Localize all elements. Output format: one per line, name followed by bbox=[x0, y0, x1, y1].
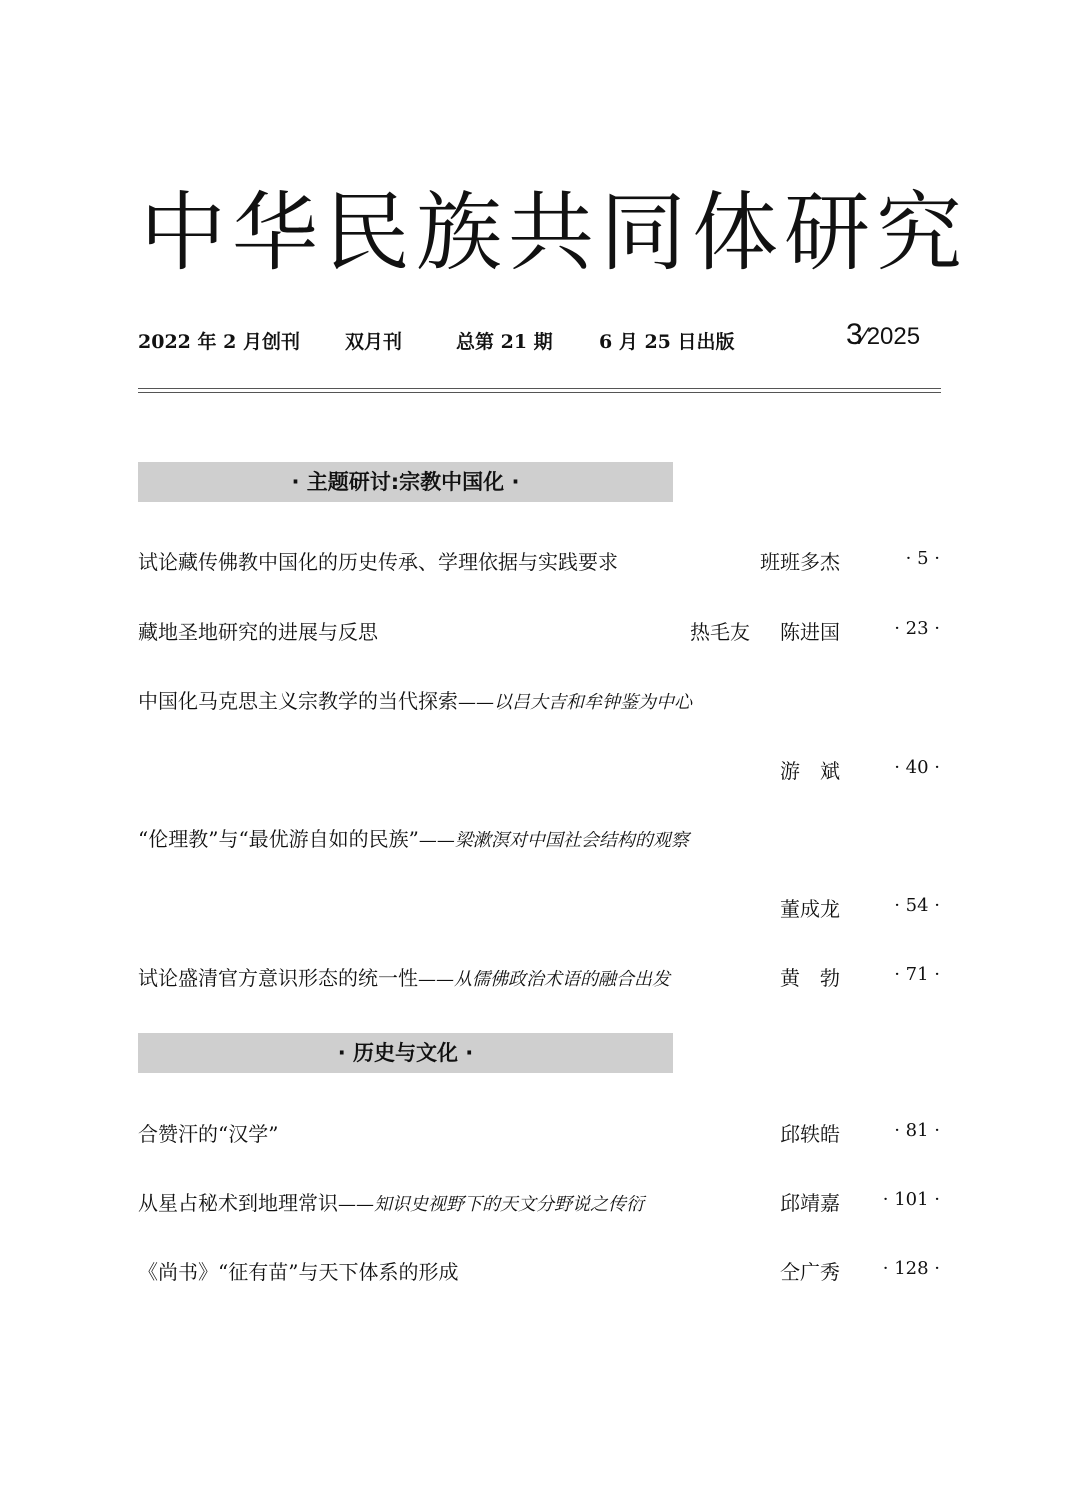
article-page: · 5 · bbox=[905, 548, 940, 569]
article-author: 邱靖嘉 bbox=[780, 1191, 840, 1215]
article-subtitle: ——以吕大吉和牟钟鉴为中心 bbox=[458, 692, 692, 713]
article-page: · 40 · bbox=[894, 757, 940, 778]
article-page: · 128 · bbox=[882, 1258, 940, 1279]
article-subtitle: ——知识史视野下的天文分野说之传衍 bbox=[338, 1194, 644, 1215]
article-title[interactable]: 合赞汗的“汉学” bbox=[138, 1122, 279, 1146]
article-page: · 71 · bbox=[894, 964, 940, 985]
article-author: 仝广秀 bbox=[780, 1260, 840, 1284]
article-author: 董成龙 bbox=[780, 897, 840, 921]
header-rule-bottom bbox=[138, 392, 941, 393]
article-page: · 23 · bbox=[894, 618, 940, 639]
journal-title: 中华民族共同体研究 bbox=[140, 183, 968, 283]
header-rule-top bbox=[138, 388, 941, 389]
article-title[interactable]: “伦理教”与“最优游自如的民族” bbox=[138, 827, 419, 851]
section-heading-history: · 历史与文化 · bbox=[138, 1033, 673, 1073]
article-author: 班班多杰 bbox=[760, 550, 840, 574]
total-issue-count: 总第 21 期 bbox=[456, 331, 553, 353]
issue-number-value: 3 bbox=[846, 318, 863, 351]
article-page: · 101 · bbox=[882, 1189, 940, 1210]
publication-frequency: 双月刊 bbox=[345, 331, 403, 353]
article-title[interactable]: 试论藏传佛教中国化的历史传承、学理依据与实践要求 bbox=[138, 550, 618, 574]
article-page: · 54 · bbox=[894, 895, 940, 916]
article-author: 游 斌 bbox=[780, 759, 840, 783]
article-author: 陈进国 bbox=[780, 620, 840, 644]
article-title-line[interactable] bbox=[138, 962, 670, 991]
article-title[interactable]: 试论盛清官方意识形态的统一性 bbox=[138, 966, 418, 990]
issue-year: 2025 bbox=[866, 323, 921, 350]
issue-separator: ⁄ bbox=[862, 323, 867, 350]
section-heading-religion: · 主题研讨:宗教中国化 · bbox=[138, 462, 673, 502]
issue-number bbox=[846, 318, 920, 352]
article-author: 热毛友 bbox=[690, 620, 750, 644]
article-title[interactable]: 藏地圣地研究的进展与反思 bbox=[138, 620, 378, 644]
publish-date: 6 月 25 日出版 bbox=[599, 331, 735, 353]
article-subtitle: ——梁漱溟对中国社会结构的观察 bbox=[418, 830, 689, 851]
article-author: 邱轶皓 bbox=[780, 1122, 840, 1146]
article-title-line[interactable] bbox=[138, 1187, 644, 1216]
article-title-line[interactable] bbox=[138, 685, 692, 714]
article-title-line[interactable] bbox=[138, 823, 689, 852]
article-title[interactable]: 从星占秘术到地理常识 bbox=[138, 1191, 338, 1215]
article-title[interactable]: 《尚书》“征有苗”与天下体系的形成 bbox=[138, 1260, 459, 1284]
article-page: · 81 · bbox=[894, 1120, 940, 1141]
article-author: 黄 勃 bbox=[780, 966, 840, 990]
article-title[interactable]: 中国化马克思主义宗教学的当代探索 bbox=[138, 689, 458, 713]
article-subtitle: ——从儒佛政治术语的融合出发 bbox=[418, 969, 670, 990]
founded-date: 2022 年 2 月创刊 bbox=[138, 331, 300, 353]
